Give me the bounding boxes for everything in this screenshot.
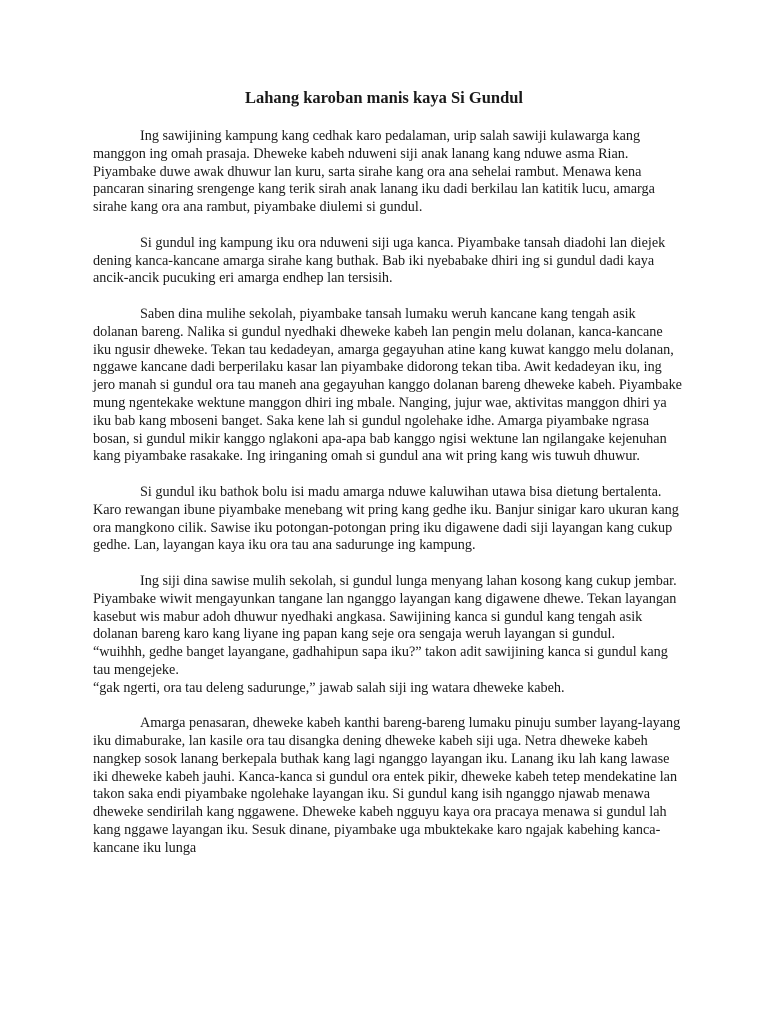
dialogue-line-2: “gak ngerti, ora tau deleng sadurunge,” jawab salah siji ing watara dheweke kabeh.: [93, 679, 565, 696]
paragraph-2: Si gundul ing kampung iku ora nduweni siji uga kanca. Piyambake tansah diadohi lan diejek dening kanca-kancane amarga sirahe kang buthak. Bab iki nyebabake dhiri ing si gundul dadi kaya ancik-ancik pucuking eri amarga endhep lan tersisih.: [93, 234, 666, 287]
paragraph-4: Si gundul iku bathok bolu isi madu amarga nduwe kaluwihan utawa bisa dietung bertalenta. Karo rewangan ibune piyambake menebang wit pring kang gedhe iku. Banjur sinigar karo ukuran kang ora mangkono cilik. Sawise iku potongan-potongan pring iku digawene dadi siji layangan kang cukup gedhe. Lan, layangan kaya iku ora tau ana sadurunge ing kampung.: [93, 483, 679, 554]
dialogue-line-1: “wuihhh, gedhe banget layangane, gadhahipun sapa iku?” takon adit sawijining kanca si gundul kang tau mengejeke.: [93, 644, 668, 678]
paragraph-3: Saben dina mulihe sekolah, piyambake tansah lumaku weruh kancane kang tengah asik dolanan bareng. Nalika si gundul nyedhaki dheweke kabeh lan pengin melu dolanan, kanca-kancane iku ngusir dheweke. Tekan tau kedadeyan, amarga gegayuhan atine kang kuwat kanggo melu dolanan, nggawe kancane dadi berperilaku kasar lan piyambake didorong tekan tiba. Awit kedadeyan iku, ing jero manah si gundul ora tau maneh ana gegayuhan kanggo dolanan bareng dheweke kabeh. Piyambake mung ngentekake wektune manggon dhiri ing mbale. Nanging, jujur wae, aktivitas manggon dhiri ya iku bab kang mboseni banget. Saka kene lah si gundul ngolehake idhe. Amarga piyambake ngrasa bosan, si gundul mikir kanggo nglakoni apa-apa bab kanggo ngisi wektune lan ngilangake kejenuhan kang piyambake rasakake. Ing iringaning omah si gundul ana wit pring kang wis tuwuh dhuwur.: [93, 305, 682, 465]
document-body: [93, 128, 683, 875]
paragraph-1: Ing sawijining kampung kang cedhak karo pedalaman, urip salah sawiji kulawarga kang manggon ing omah prasaja. Dheweke kabeh nduweni siji anak lanang kang nduwe asma Rian. Piyambake duwe awak dhuwur lan kuru, sarta sirahe kang ora ana sehelai rambut. Menawa kena pancaran sinaring srengenge kang terik sirah anak lanang iku dadi berkilau lan katitik lucu, amarga sirahe kang ora ana rambut, piyambake diulemi si gundul.: [93, 128, 655, 216]
paragraph-5: [93, 573, 683, 698]
paragraph-5-narrative: Ing siji dina sawise mulih sekolah, si gundul lunga menyang lahan kosong kang cukup jembar. Piyambake wiwit mengayunkan tangane lan nganggo layangan kang digawene dhewe. Tekan layangan kasebut wis mabur adoh dhuwur nyedhaki angkasa. Sawijining kanca si gundul kang tengah asik dolanan bareng karo kang liyane ing papan kang seje ora sengaja weruh layangan si gundul.: [93, 572, 677, 643]
document-title: Lahang karoban manis kaya Si Gundul: [244, 88, 524, 107]
paragraph-6: Amarga penasaran, dheweke kabeh kanthi bareng-bareng lumaku pinuju sumber layang-layang iku dimaburake, lan kasile ora tau disangka dening dheweke kabeh siji uga. Netra dheweke kabeh nangkep sosok lanang berkepala buthak kang lagi nganggo layangan iku. Lanang iku lah kang lawase iki dheweke kabeh jauhi. Kanca-kanca si gundul ora entek pikir, dheweke kabeh tetep mendekatine lan takon saka endi piyambake ngolehake layangan iku. Si gundul kang isih nganggo njawab menawa dheweke sendirilah kang nggawene. Dheweke kabeh ngguyu kaya ora pracaya menawa si gundul lah kang nggawe layangan iku. Sesuk dinane, piyambake uga mbuktekake karo ngajak kabehing kanca-kancane iku lunga: [93, 715, 681, 856]
